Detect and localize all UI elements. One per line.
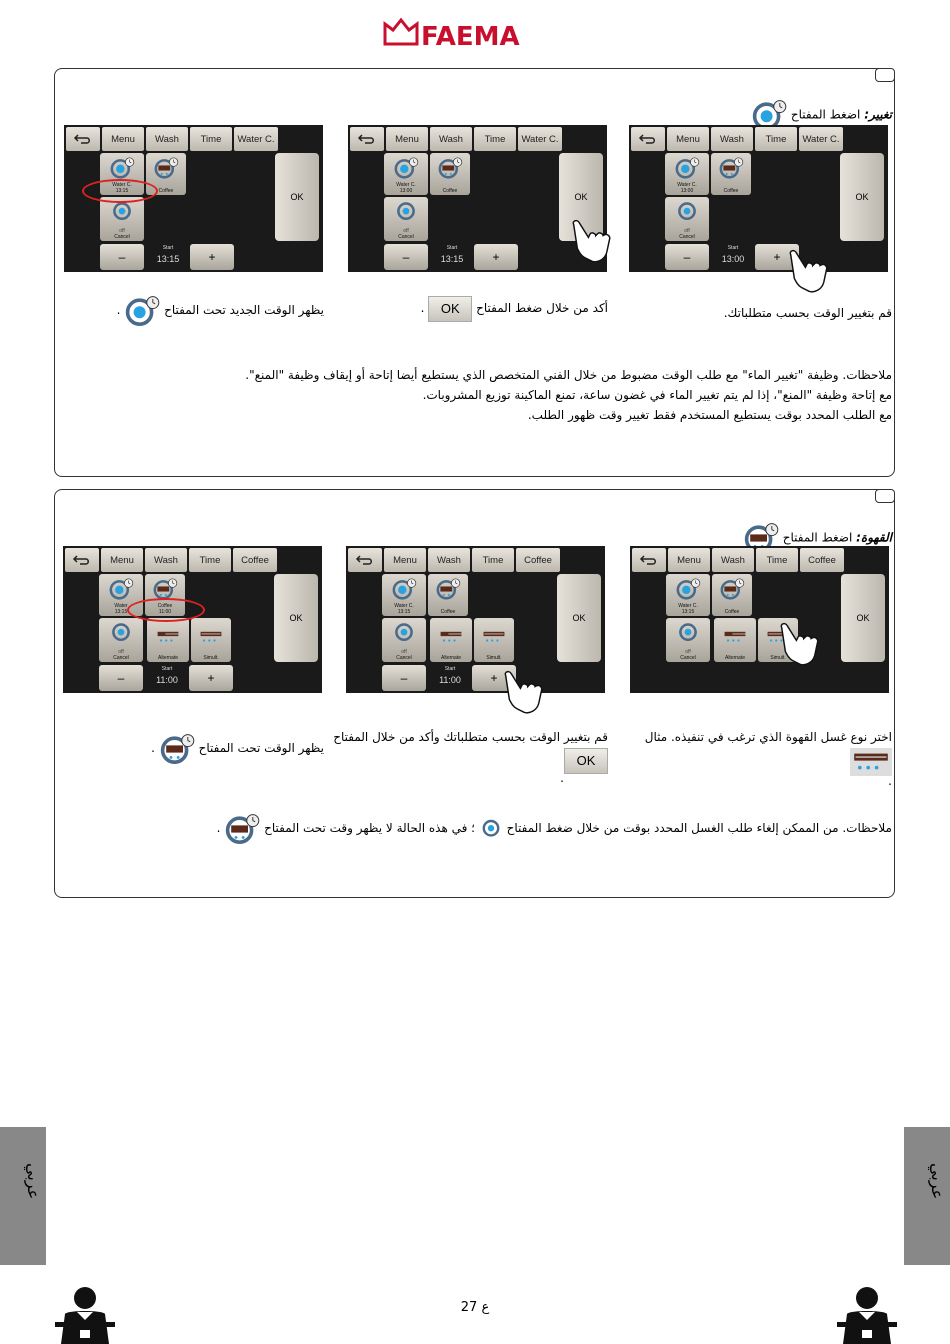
cancel-icon bbox=[674, 201, 700, 223]
tab-button[interactable]: Wash bbox=[428, 548, 470, 572]
minus-button[interactable]: – bbox=[100, 244, 144, 270]
tab-button[interactable]: Coffee bbox=[233, 548, 277, 572]
note-line: مع إتاحة وظيفة "المنع"، إذا لم يتم تغيير الماء في غضون ساعة، تمنع الماكينة توزيع المشروبات. bbox=[422, 388, 892, 402]
ok-key-inline: OK bbox=[428, 296, 472, 322]
water-change-icon bbox=[674, 157, 700, 179]
language-tab-right bbox=[904, 1127, 950, 1265]
back-button[interactable] bbox=[632, 548, 666, 572]
arabic-label bbox=[912, 1155, 947, 1235]
tab-button[interactable]: Time bbox=[472, 548, 514, 572]
simultaneous-icon bbox=[481, 626, 507, 648]
tab-button[interactable]: Wash bbox=[145, 548, 187, 572]
highlight-ellipse bbox=[127, 598, 205, 622]
tab-button[interactable]: Wash bbox=[711, 127, 753, 151]
page-number: ع 27 bbox=[460, 1300, 490, 1315]
control-panel-screen bbox=[630, 546, 889, 693]
back-button[interactable] bbox=[66, 127, 100, 151]
bottom-caption-right: اختر نوع غسل القهوة الذي ترغب في تنفيذه. مثال . bbox=[644, 730, 892, 788]
pointing-hand-icon bbox=[570, 219, 616, 265]
back-arrow-icon bbox=[357, 133, 377, 145]
note-line: ملاحظات. وظيفة "تغيير الماء" مع طلب الوقت مضبوط من خلال الفني المتخصص الذي يستطيع أيضا إتاحة أو إيقاف وظيفة "المنع". bbox=[245, 368, 892, 382]
minus-button[interactable]: – bbox=[665, 244, 709, 270]
tab-button[interactable]: Time bbox=[756, 548, 798, 572]
note-line: مع الطلب المحدد بوقت يستطيع المستخدم فقط تغيير وقت ظهور الطلب. bbox=[527, 408, 892, 422]
coffee-wash-icon bbox=[152, 578, 178, 600]
tab-button[interactable]: Time bbox=[190, 127, 232, 151]
alternate-icon bbox=[155, 626, 181, 648]
back-button[interactable] bbox=[350, 127, 384, 151]
coffee-wash-key[interactable]: Coffee bbox=[146, 153, 186, 195]
water-change-icon bbox=[109, 157, 135, 179]
tab-button[interactable]: Time bbox=[189, 548, 231, 572]
simultaneous-key[interactable]: Simult. bbox=[191, 618, 231, 662]
water-change-icon bbox=[675, 578, 701, 600]
tab-button[interactable]: Wash bbox=[430, 127, 472, 151]
control-panel-screen bbox=[64, 125, 323, 272]
panel-tab bbox=[875, 489, 895, 503]
tab-button[interactable]: Time bbox=[755, 127, 797, 151]
coffee-wash-icon bbox=[153, 157, 179, 179]
tab-button[interactable]: Time bbox=[474, 127, 516, 151]
ok-button[interactable]: OK bbox=[557, 574, 601, 662]
faema-logo bbox=[383, 14, 567, 50]
cancel-key[interactable]: off Cancel bbox=[665, 197, 709, 241]
highlight-ellipse bbox=[82, 179, 158, 203]
bottom-heading: القهوة: اضغط المفتاح bbox=[743, 521, 892, 555]
bottom-note: ملاحظات. من الممكن إلغاء طلب الغسل المحدد بوقت من خلال ضغط المفتاح ؛ في هذه الحالة لا يظهر وقت تحت المفتاح . bbox=[217, 808, 892, 848]
bottom-caption-left: يظهر الوقت تحت المفتاح . bbox=[151, 730, 324, 766]
top-heading: تغيير: اضغط المفتاح bbox=[751, 98, 892, 132]
svg-text:عربي: عربي bbox=[24, 1163, 43, 1200]
pointing-hand-icon bbox=[778, 622, 824, 668]
waiter-icon bbox=[835, 1286, 899, 1344]
plus-button[interactable]: + bbox=[472, 665, 516, 691]
water-change-key[interactable]: Water C. 13:15 bbox=[100, 153, 144, 195]
alternate-key[interactable]: Alternate bbox=[430, 618, 472, 662]
tab-button[interactable]: Coffee bbox=[516, 548, 560, 572]
top-caption-right: قم بتغيير الوقت بحسب متطلباتك. bbox=[723, 306, 892, 320]
tab-button[interactable]: Coffee bbox=[800, 548, 844, 572]
water-change-key[interactable]: Water C. 13:00 bbox=[665, 153, 709, 195]
cancel-icon bbox=[393, 201, 419, 223]
water-change-key[interactable]: Water 13:15 bbox=[99, 574, 143, 616]
svg-text:عربي: عربي bbox=[928, 1163, 947, 1200]
start-time: Start 13:00 bbox=[721, 245, 745, 264]
back-arrow-icon bbox=[73, 133, 93, 145]
tab-button[interactable]: Menu bbox=[667, 127, 709, 151]
back-arrow-icon bbox=[638, 133, 658, 145]
start-time: Start 13:15 bbox=[156, 245, 180, 264]
back-arrow-icon bbox=[355, 554, 375, 566]
coffee-wash-key[interactable]: Coffee 11:00 bbox=[145, 574, 185, 616]
coffee-wash-key-icon bbox=[159, 732, 195, 766]
ok-key-inline: OK bbox=[564, 748, 608, 774]
coffee-wash-key[interactable]: Coffee bbox=[430, 153, 470, 195]
tab-button[interactable]: Water C. bbox=[234, 127, 278, 151]
tab-button[interactable]: Menu bbox=[102, 127, 144, 151]
ok-button[interactable]: OK bbox=[274, 574, 318, 662]
minus-button[interactable]: – bbox=[99, 665, 143, 691]
ok-button[interactable]: OK bbox=[559, 153, 603, 241]
water-change-key[interactable]: Water C. 13:00 bbox=[384, 153, 428, 195]
simultaneous-icon bbox=[198, 626, 224, 648]
simultaneous-key[interactable]: Simult. bbox=[758, 618, 798, 662]
simultaneous-icon bbox=[850, 748, 892, 776]
plus-button[interactable]: + bbox=[755, 244, 799, 270]
alternate-icon bbox=[722, 626, 748, 648]
ok-button[interactable]: OK bbox=[275, 153, 319, 241]
tab-button[interactable]: Wash bbox=[146, 127, 188, 151]
minus-button[interactable]: – bbox=[384, 244, 428, 270]
coffee-wash-icon bbox=[437, 157, 463, 179]
cancel-key-icon bbox=[479, 814, 503, 844]
back-button[interactable] bbox=[631, 127, 665, 151]
plus-button[interactable]: + bbox=[474, 244, 518, 270]
plus-button[interactable]: + bbox=[190, 244, 234, 270]
language-tab-left bbox=[0, 1127, 46, 1265]
tab-button[interactable]: Wash bbox=[712, 548, 754, 572]
start-time: Start 11:00 bbox=[439, 666, 461, 685]
water-change-key[interactable]: Water C. 13:15 bbox=[666, 574, 710, 616]
cancel-key[interactable]: off Cancel bbox=[666, 618, 710, 662]
top-notes bbox=[245, 365, 892, 425]
arabic-label bbox=[8, 1155, 43, 1235]
water-change-icon bbox=[108, 578, 134, 600]
tab-button[interactable]: Menu bbox=[101, 548, 143, 572]
control-panel-screen bbox=[348, 125, 607, 272]
pointing-hand-icon bbox=[502, 670, 548, 716]
water-change-icon bbox=[391, 578, 417, 600]
bottom-caption-mid: قم بتغيير الوقت بحسب متطلباتك وأكد من خلال المفتاح OK . bbox=[333, 730, 608, 785]
back-button[interactable] bbox=[65, 548, 99, 572]
cancel-icon bbox=[391, 622, 417, 644]
control-panel-screen bbox=[63, 546, 322, 693]
minus-button[interactable]: – bbox=[382, 665, 426, 691]
start-time: Start 13:15 bbox=[440, 245, 464, 264]
tab-button[interactable]: Water C. bbox=[799, 127, 843, 151]
coffee-wash-icon bbox=[435, 578, 461, 600]
coffee-wash-icon bbox=[718, 157, 744, 179]
cancel-key[interactable]: off Cancel bbox=[384, 197, 428, 241]
coffee-wash-key-icon bbox=[224, 812, 260, 846]
back-arrow-icon bbox=[72, 554, 92, 566]
alternate-icon bbox=[438, 626, 464, 648]
cancel-key[interactable]: off Cancel bbox=[100, 197, 144, 241]
tab-button[interactable]: Menu bbox=[386, 127, 428, 151]
brand-text: FAEMA bbox=[421, 22, 520, 52]
water-change-icon bbox=[393, 157, 419, 179]
coffee-wash-icon bbox=[719, 578, 745, 600]
tab-button[interactable]: Water C. bbox=[518, 127, 562, 151]
alternate-key[interactable]: Alternate bbox=[147, 618, 189, 662]
cancel-icon bbox=[109, 201, 135, 223]
alternate-key[interactable]: Alternate bbox=[714, 618, 756, 662]
water-change-key-icon bbox=[124, 294, 160, 328]
coffee-wash-key[interactable]: Coffee bbox=[428, 574, 468, 616]
cancel-icon bbox=[108, 622, 134, 644]
plus-button[interactable]: + bbox=[189, 665, 233, 691]
coffee-wash-key[interactable]: Coffee bbox=[712, 574, 752, 616]
tab-button[interactable]: Menu bbox=[384, 548, 426, 572]
ok-button[interactable]: OK bbox=[841, 574, 885, 662]
water-change-key[interactable]: Water C. 13:15 bbox=[382, 574, 426, 616]
control-panel-screen bbox=[629, 125, 888, 272]
start-time: Start 11:00 bbox=[156, 666, 178, 685]
waiter-icon bbox=[53, 1286, 117, 1344]
back-button[interactable] bbox=[348, 548, 382, 572]
cancel-icon bbox=[675, 622, 701, 644]
control-panel-screen bbox=[346, 546, 605, 693]
cancel-key[interactable]: off Cancel bbox=[99, 618, 143, 662]
top-caption-mid: أكد من خلال ضغط المفتاح OK . bbox=[421, 294, 608, 322]
ok-button[interactable]: OK bbox=[840, 153, 884, 241]
tab-button[interactable]: Menu bbox=[668, 548, 710, 572]
back-arrow-icon bbox=[639, 554, 659, 566]
simultaneous-key[interactable]: Simult. bbox=[474, 618, 514, 662]
panel-tab bbox=[875, 68, 895, 82]
cancel-key[interactable]: off Cancel bbox=[382, 618, 426, 662]
coffee-wash-key[interactable]: Coffee bbox=[711, 153, 751, 195]
pointing-hand-icon bbox=[787, 249, 833, 295]
top-caption-left: يظهر الوقت الجديد تحت المفتاح . bbox=[117, 292, 324, 328]
